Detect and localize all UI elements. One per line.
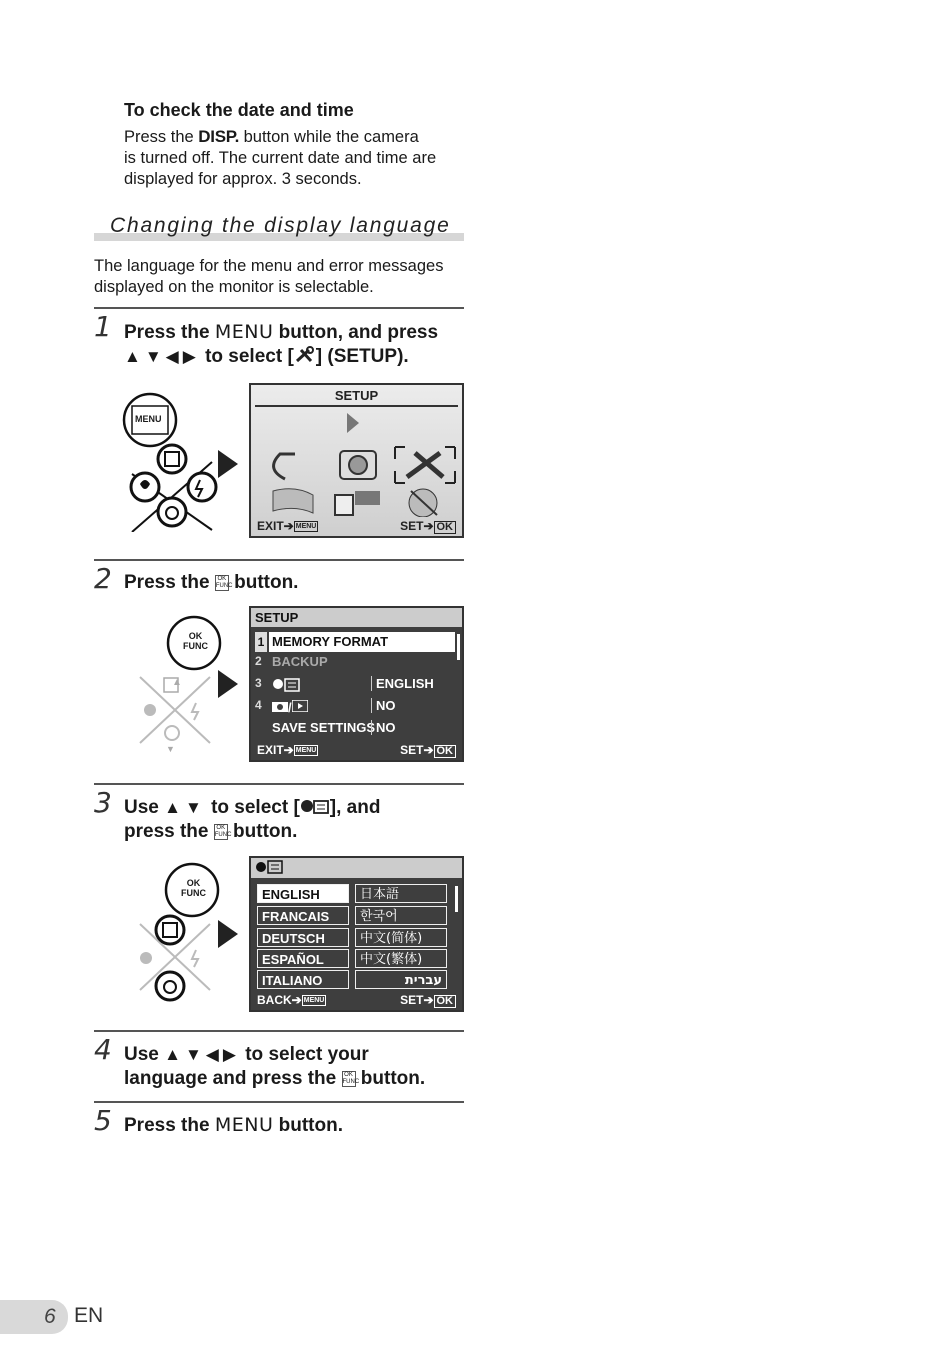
ok-func-dial-illustration [120, 615, 230, 755]
setup-screen-icons: SETUP EXIT➔ MENU SET➔ OK [249, 383, 464, 538]
ok-func-icon: OK FUNC [215, 575, 233, 589]
screen-title: SETUP [251, 608, 462, 627]
row-index: 3 [255, 676, 262, 690]
language-option[interactable]: DEUTSCH [257, 928, 349, 947]
step-4-text: Use ▲▼◀▶ to select your language and press the OK FUNC button. [124, 1044, 426, 1089]
language-code: EN [74, 1304, 104, 1327]
language-icon [272, 678, 302, 692]
divider [94, 1101, 464, 1103]
scrollbar[interactable] [457, 634, 460, 660]
language-option[interactable]: עברית [355, 970, 447, 989]
language-icon [255, 860, 285, 874]
step-number: 3 [94, 786, 112, 819]
page-number-tab [0, 1300, 68, 1334]
arrow-right-icon [218, 920, 238, 948]
divider [94, 1030, 464, 1032]
ok-func-key-label: OK FUNC [183, 631, 208, 651]
menu-icon-grid [255, 409, 460, 517]
menu-row-save-settings[interactable]: SAVE SETTINGS [272, 720, 376, 735]
arrow-keys-icon: ▲▼◀▶ [164, 1045, 240, 1064]
language-option[interactable]: 日本語 [355, 884, 447, 903]
setup-tools-icon [294, 346, 316, 364]
menu-button-label: MENU [214, 321, 274, 343]
language-option[interactable]: 中文(繁体) [355, 949, 447, 968]
ok-func-icon: OK FUNC [214, 824, 232, 838]
ok-func-updown-illustration [120, 862, 230, 1002]
arrow-keys-icon: ▲▼◀▶ [124, 347, 200, 366]
divider [94, 307, 464, 309]
language-option[interactable]: FRANCAIS [257, 906, 349, 925]
row-index: 2 [255, 654, 262, 668]
row-index: 4 [255, 698, 262, 712]
section-intro: The language for the menu and error messages displayed on the monitor is selectable. [94, 257, 444, 296]
camera-icon [272, 700, 288, 712]
language-select-screen: ENGLISH FRANCAIS DEUTSCH ESPAÑOL ITALIANO 日本語 한국어 中文(简体) 中文(繁体) עברית BACK➔ MENU SET➔ OK [249, 856, 464, 1012]
step-5-text: Press the MENU button. [124, 1114, 343, 1136]
menu-row-backup[interactable]: BACKUP [272, 654, 328, 669]
camera-playback-value: NO [371, 698, 396, 713]
arrow-right-icon [218, 670, 238, 698]
menu-row-memory-format[interactable]: MEMORY FORMAT [269, 632, 455, 652]
step-2-text: Press the OK FUNC button. [124, 572, 299, 593]
playback-icon [292, 700, 308, 712]
language-option[interactable]: 中文(简体) [355, 928, 447, 947]
language-option[interactable]: ENGLISH [257, 884, 349, 903]
scrollbar[interactable] [455, 886, 458, 912]
menu-key-label: MENU [135, 414, 162, 424]
svg-text:▲: ▲ [172, 677, 182, 688]
step-1-text: Press the MENU button, and press ▲▼◀▶ to select [ ] (SETUP). [124, 321, 439, 367]
row-index: 1 [255, 632, 267, 652]
control-dial-illustration [120, 392, 230, 532]
disp-button-label: DISP. [198, 127, 240, 146]
menu-row-camera-playback[interactable]: / [272, 700, 308, 715]
up-down-arrows-icon: ▲▼ [164, 798, 206, 817]
language-value: ENGLISH [371, 676, 434, 691]
screen-title: SETUP [334, 388, 379, 403]
ok-func-key-label: OK FUNC [181, 878, 206, 898]
page-number: 6 [44, 1305, 56, 1328]
language-option[interactable]: ESPAÑOL [257, 949, 349, 968]
menu-button-label: MENU [214, 1114, 274, 1136]
check-date-body: Press the DISP. button while the camera is turned off. The current date and time are displayed for approx. 3 seconds. [124, 127, 437, 188]
save-settings-value: NO [371, 720, 396, 735]
step-number: 5 [94, 1104, 112, 1137]
svg-text:▼: ▼ [166, 744, 175, 754]
check-date-heading: To check the date and time [124, 100, 354, 120]
setup-menu-screen: SETUP 1 MEMORY FORMAT 2 BACKUP 3 ENGLISH 4 / NO SAVE SETTINGS NO EXIT➔ MENU SET➔ OK [249, 606, 464, 762]
section-title: Changing the display language [110, 214, 451, 237]
step-number: 4 [94, 1033, 112, 1066]
language-option[interactable]: ITALIANO [257, 970, 349, 989]
step-number: 1 [94, 310, 112, 343]
language-option[interactable]: 한국어 [355, 906, 447, 925]
step-3-text: Use ▲▼ to select [ ], and press the OK FUNC button. [124, 797, 381, 842]
step-number: 2 [94, 562, 112, 595]
divider [94, 559, 464, 561]
language-icon [300, 799, 330, 815]
ok-func-icon: OK FUNC [342, 1071, 360, 1085]
divider [94, 783, 464, 785]
arrow-right-icon [218, 450, 238, 478]
menu-row-language[interactable] [272, 678, 302, 695]
